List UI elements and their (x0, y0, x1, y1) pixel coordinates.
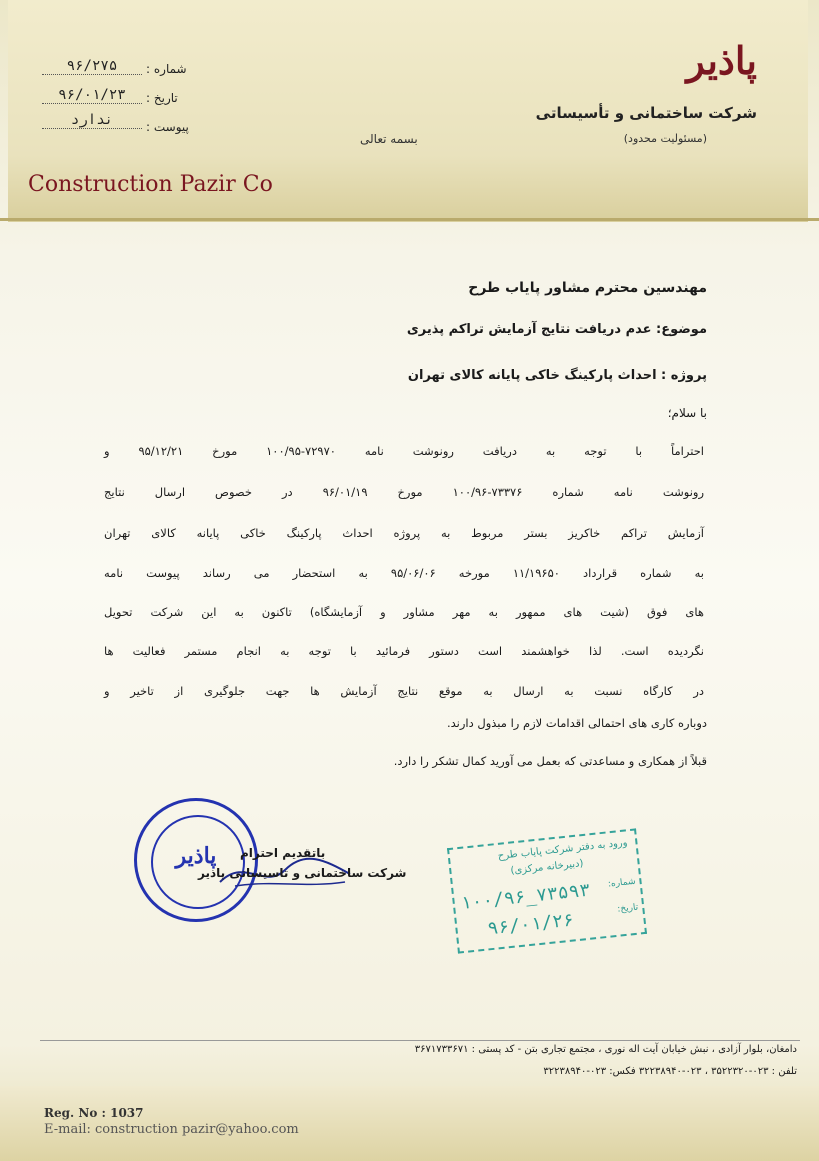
receipt-date: ۹۶/۰۱/۲۶ (486, 909, 575, 940)
body-line: رونوشت نامه شماره ۷۳۳۷۶-۱۰۰/۹۶ مورخ ۹۶/۰۱/۱۹ در خصوص ارسال نتایج (104, 485, 705, 499)
seal-text: پاذیر (175, 843, 217, 869)
receipt-number-label: شماره: (607, 876, 637, 890)
subject: موضوع: عدم دریافت نتایج آزمایش تراکم پذیری (406, 322, 707, 337)
body-last-line: دوباره کاری های احتمالی اقدامات لازم را مبذول دارند. (446, 716, 707, 730)
attachment-label: پیوست : (146, 120, 189, 134)
company-logo: پاذیر (686, 38, 757, 83)
body-line: آزمایش تراکم خاکریز بستر مربوط به پروژه احداث پارکینگ خاکی پایانه کالای تهران (104, 526, 704, 540)
bismillah: بسمه تعالی (360, 132, 418, 146)
company-name-en: Construction Pazir Co (28, 172, 273, 197)
date-label: تاریخ : (146, 91, 178, 105)
body-line: در کارگاه نسبت به ارسال به موقع نتایج آزمایش ها جهت جلوگیری از تاخیر و (104, 684, 704, 698)
project: پروژه : احداث پارکینگ خاکی پایانه کالای تهران (407, 368, 707, 383)
receipt-subtitle: (دبیرخانه مرکزی) (510, 858, 584, 877)
body-line: به شماره قرارداد ۱۱/۱۹۶۵۰ مورخه ۹۵/۰۶/۰۶ به استحضار می رساند پیوست نامه (104, 566, 704, 580)
letter-number-label: شماره : (146, 62, 187, 76)
company-name-fa: شرکت ساختمانی و تأسیساتی (535, 104, 757, 122)
company-type: (مسئولیت محدود) (623, 132, 707, 145)
signature-company: شرکت ساختمانی و تاسیساتی پاذیر (198, 866, 407, 880)
receipt-title: ورود به دفتر شرکت پایاب طرح (497, 837, 628, 862)
body-line: نگردیده است. لذا خواهشمند است دستور فرمائید با توجه به انجام مستمر فعالیت ها (104, 644, 704, 658)
footer-divider (40, 1040, 800, 1041)
salutation: با سلام؛ (667, 406, 707, 420)
header-divider (0, 218, 819, 221)
receipt-number: ۱۰۰/۹۶_۷۳۵۹۳ (459, 879, 592, 915)
letter-number: ۹۶/۲۷۵ (42, 58, 142, 75)
receipt-date-label: تاریخ: (616, 902, 639, 915)
registration-number: Reg. No : 1037 (44, 1106, 144, 1120)
attachment-value: ندارد (42, 112, 142, 129)
footer-email: E-mail: construction pazir@yahoo.com (44, 1122, 299, 1137)
body-line: احتراماً با توجه به دریافت رونوشت نامه ۷۲۹۷۰-۱۰۰/۹۵ مورخ ۹۵/۱۲/۲۱ و (104, 444, 704, 458)
addressee: مهندسین محترم مشاور پایاب طرح (468, 280, 707, 296)
footer-phones: تلفن : ۰۲۳-۳۵۲۲۳۲۰ ، ۰۲۳-۳۲۲۳۸۹۴۰ فکس: ۰۲۳-۳۲۲۳۸۹۴۰ (543, 1066, 797, 1077)
body-line: های فوق (شیت های ممهور به مهر مشاور و آزمایشگاه) تاکنون به این شرکت تحویل (104, 605, 704, 619)
signature-greeting: باتقدیم احترام (240, 846, 326, 860)
closing-line: قبلاً از همکاری و مساعدتی که بعمل می آورید کمال تشکر را دارد. (393, 754, 707, 768)
letter-date: ۹۶/۰۱/۲۳ (42, 87, 142, 104)
footer-address: دامغان، بلوار آزادی ، نبش خیابان آیت اله نوری ، مجتمع تجاری بتن - کد پستی : ۳۶۷۱۷۳۳۶۷۱ (414, 1044, 797, 1055)
receipt-stamp (447, 828, 647, 953)
